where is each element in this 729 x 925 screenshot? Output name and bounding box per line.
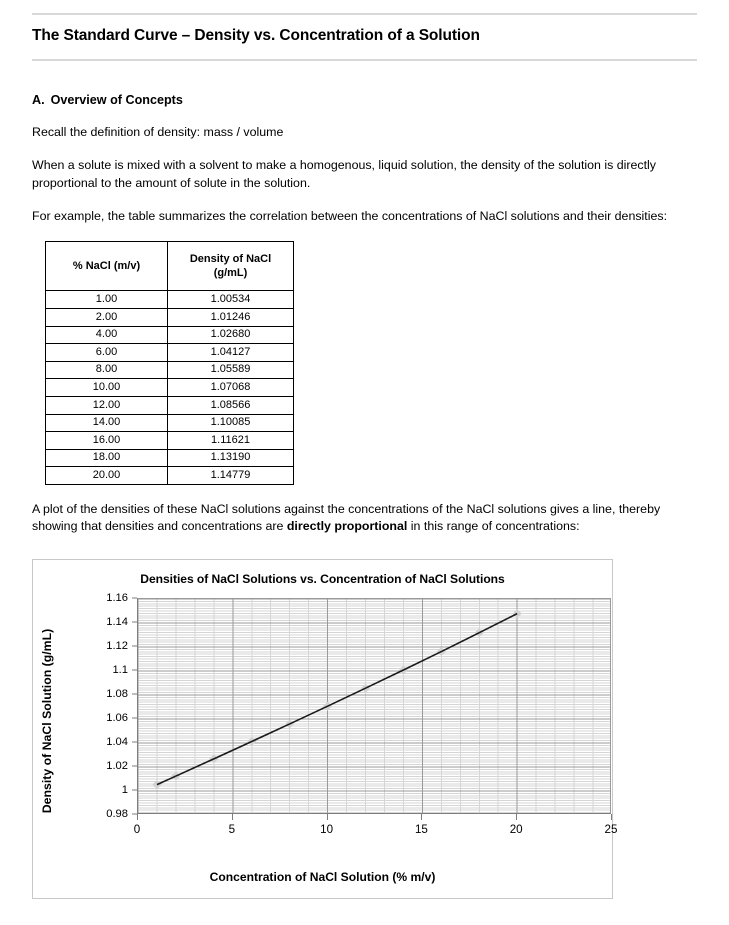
- plot-intro-part1: A plot of the densities of these NaCl solutions against the concentrations of the NaCl solutions gives a line, thereby showing that densities and concentrations are: [32, 501, 661, 534]
- cell-density: 1.01246: [168, 308, 294, 326]
- cell-density: 1.07068: [168, 379, 294, 397]
- cell-density: 1.00534: [168, 291, 294, 309]
- cell-percent-nacl: 4.00: [46, 326, 168, 344]
- x-tick-mark: [232, 814, 233, 820]
- y-tick-label: 1.12: [106, 639, 128, 652]
- plot-intro-part2: in this range of concentrations:: [407, 519, 580, 534]
- section-letter: A.: [32, 92, 45, 107]
- table-row: [46, 344, 294, 362]
- cell-percent-nacl: 12.00: [46, 396, 168, 414]
- chart-title: Densities of NaCl Solutions vs. Concentration of NaCl Solutions: [140, 571, 505, 586]
- table-row: [46, 414, 294, 432]
- y-tick-label: 1.04: [106, 735, 128, 748]
- cell-density: 1.13190: [168, 449, 294, 467]
- table-row: [46, 449, 294, 467]
- y-tick-mark: [132, 741, 137, 742]
- x-tick-mark: [611, 814, 612, 820]
- chart-plot-region: [105, 591, 618, 836]
- y-tick-mark: [132, 621, 137, 622]
- x-tick-label: 25: [604, 822, 618, 836]
- cell-percent-nacl: 18.00: [46, 449, 168, 467]
- y-tick-mark: [132, 789, 137, 790]
- x-tick-label: 5: [228, 822, 236, 836]
- cell-density: 1.08566: [168, 396, 294, 414]
- nacl-density-table: [45, 241, 294, 485]
- x-tick-label: 10: [320, 822, 334, 836]
- y-tick-label: 1.02: [106, 759, 128, 772]
- paragraph-table-intro: For example, the table summarizes the correlation between the concentrations of NaCl solutions and their densities:: [32, 209, 668, 224]
- y-tick-mark: [132, 645, 137, 646]
- x-tick-label: 15: [414, 822, 428, 836]
- paragraph-solute-solvent: When a solute is mixed with a solvent to make a homogenous, liquid solution, the density of the solution is directly proportional to the amount of solute in the solution.: [32, 158, 656, 190]
- cell-percent-nacl: 10.00: [46, 379, 168, 397]
- table-row: [46, 291, 294, 309]
- cell-density: 1.14779: [168, 467, 294, 485]
- y-tick-label: 1.06: [106, 711, 128, 724]
- column-header-density: [168, 242, 294, 291]
- table-row: [46, 361, 294, 379]
- cell-percent-nacl: 8.00: [46, 361, 168, 379]
- paragraph-density-definition: Recall the definition of density: mass / volume: [32, 124, 284, 139]
- y-tick-mark: [132, 765, 137, 766]
- column-header-density-line1: Density of NaCl: [189, 252, 272, 265]
- y-tick-mark: [132, 597, 137, 598]
- table-row: [46, 308, 294, 326]
- section-heading-a: [32, 92, 697, 108]
- page-title: The Standard Curve – Density vs. Concentration of a Solution: [32, 27, 480, 44]
- document-page: [0, 13, 729, 925]
- y-tick-mark: [132, 717, 137, 718]
- y-tick-label: 1.14: [106, 615, 128, 628]
- title-rule-bottom: [32, 59, 697, 61]
- density-vs-concentration-chart: [32, 559, 618, 899]
- cell-percent-nacl: 14.00: [46, 414, 168, 432]
- x-tick-mark: [137, 814, 138, 820]
- chart-y-axis-title: Density of NaCl Solution (g/mL): [40, 628, 55, 813]
- table-header-row: [46, 242, 294, 291]
- cell-density: 1.05589: [168, 361, 294, 379]
- y-tick-mark: [132, 693, 137, 694]
- cell-percent-nacl: 6.00: [46, 344, 168, 362]
- cell-percent-nacl: 1.00: [46, 291, 168, 309]
- column-header-percent-nacl: % NaCl (m/v): [46, 242, 168, 291]
- table-row: [46, 379, 294, 397]
- column-header-density-line2: (g/mL): [213, 267, 248, 280]
- y-tick-label: 1.1: [112, 663, 128, 676]
- y-tick-label: 0.98: [106, 807, 128, 820]
- cell-density: 1.10085: [168, 414, 294, 432]
- x-tick-label: 20: [509, 822, 523, 836]
- y-tick-label: 1.08: [106, 687, 128, 700]
- cell-percent-nacl: 16.00: [46, 432, 168, 450]
- table-row: [46, 467, 294, 485]
- chart-x-axis-title: Concentration of NaCl Solution (% m/v): [209, 869, 436, 884]
- y-tick-label: 1.16: [106, 591, 128, 604]
- table-row: [46, 396, 294, 414]
- table-row: [46, 326, 294, 344]
- cell-density: 1.11621: [168, 432, 294, 450]
- paragraph-plot-intro: [32, 501, 697, 536]
- x-tick-mark: [421, 814, 422, 820]
- cell-density: 1.04127: [168, 344, 294, 362]
- table-body: [46, 291, 294, 485]
- plot-intro-emphasis: directly proportional: [286, 519, 408, 534]
- cell-percent-nacl: 20.00: [46, 467, 168, 485]
- cell-percent-nacl: 2.00: [46, 308, 168, 326]
- nacl-density-table-wrapper: [45, 241, 697, 485]
- section-heading-text: Overview of Concepts: [50, 92, 183, 107]
- x-tick-mark: [516, 814, 517, 820]
- y-tick-mark: [132, 669, 137, 670]
- y-tick-label: 1: [121, 783, 128, 796]
- cell-density: 1.02680: [168, 326, 294, 344]
- x-tick-label: 0: [133, 822, 141, 836]
- x-tick-mark: [327, 814, 328, 820]
- table-row: [46, 432, 294, 450]
- chart-axis-labels: [106, 591, 618, 836]
